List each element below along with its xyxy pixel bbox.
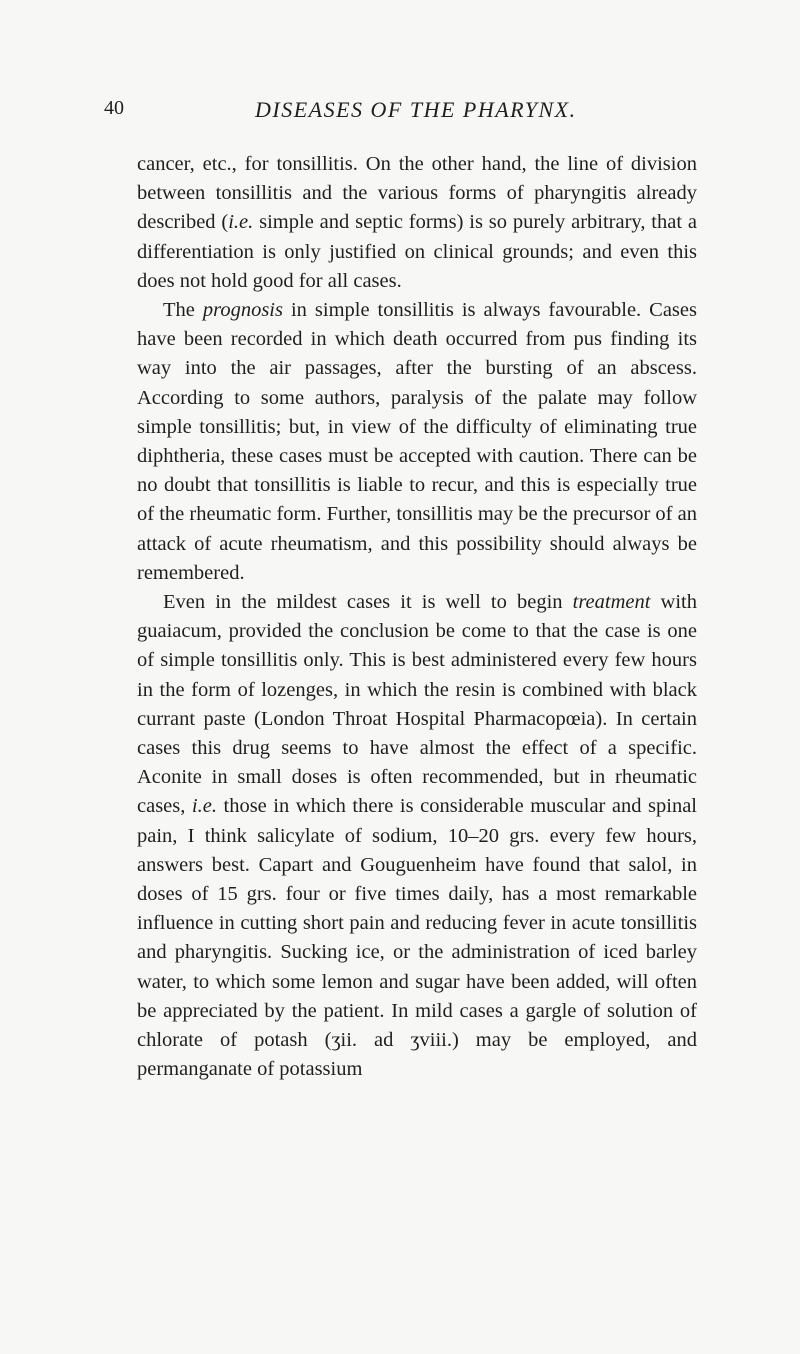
- page-number: 40: [104, 97, 124, 119]
- paragraph-treatment: [137, 588, 697, 1084]
- paragraph-2-text-a: The: [163, 299, 203, 322]
- paragraph-1-text-b: simple and septic forms) is so purely arbitrary, that a differentiation is only justified on clinical grounds; and even this does not hold good for all cases.: [137, 211, 697, 292]
- paragraph-3-italic-treatment: treatment: [572, 591, 651, 614]
- paragraph-2-text-b: in simple tonsillitis is always favourable. Cases have been recorded in which death occurred from pus finding its way into the air passages, after the bursting of an abscess. According to some authors, paralysis of the palate may follow simple tonsillitis; but, in view of the difficulty of eliminating true diphtheria, these cases must be accepted with caution. There can be no doubt that tonsillitis is liable to recur, and this is especially true of the rheumatic form. Further, tonsillitis may be the precursor of an attack of acute rheumatism, and this possibility should always be remembered.: [137, 299, 697, 584]
- paragraph-3-italic-ie: i.e.: [191, 795, 217, 818]
- paragraph-3-text-b: with guaiacum, provided the conclusion be come to that the case is one of simple tonsillitis only. This is best administered every few hours in the form of lozenges, in which the resin is combined with black currant paste (London Throat Hospital Pharmacopœia). In certain cases this drug seems to have almost the effect of a specific. Aconite in small doses is often recommended, but in rheumatic cases,: [137, 591, 697, 818]
- paragraph-3-text-c: those in which there is considerable muscular and spinal pain, I think salicylate of sodium, 10–20 grs. every few hours, answers best. Capart and Gouguenheim have found that salol, in doses of 15 grs. four or five times daily, has a most remarkable influence in cutting short pain and reducing fever in acute tonsillitis and pharyngitis. Sucking ice, or the administration of iced barley water, to which some lemon and sugar have been added, will often be appreciated by the patient. In mild cases a gargle of solution of chlorate of potash (ʒii. ad ʒviii.) may be employed, and permanganate of potassium: [137, 795, 697, 1081]
- paragraph-2-italic-prognosis: prognosis: [202, 299, 283, 322]
- paragraph-1-italic-ie: i.e.: [228, 211, 254, 234]
- running-head: [0, 97, 800, 127]
- paragraph-3-text-a: Even in the mildest cases it is well to begin: [163, 591, 573, 614]
- paragraph-1-text-a: cancer, etc., for tonsillitis. On the other hand, the line of division between tonsillitis and the various forms of pharyngitis already described (: [137, 153, 697, 234]
- running-head-title: DISEASES OF THE PHARYNX.: [255, 97, 577, 122]
- paragraph-1: [137, 150, 697, 296]
- paragraph-prognosis: [137, 296, 697, 588]
- body-text: [137, 150, 697, 1085]
